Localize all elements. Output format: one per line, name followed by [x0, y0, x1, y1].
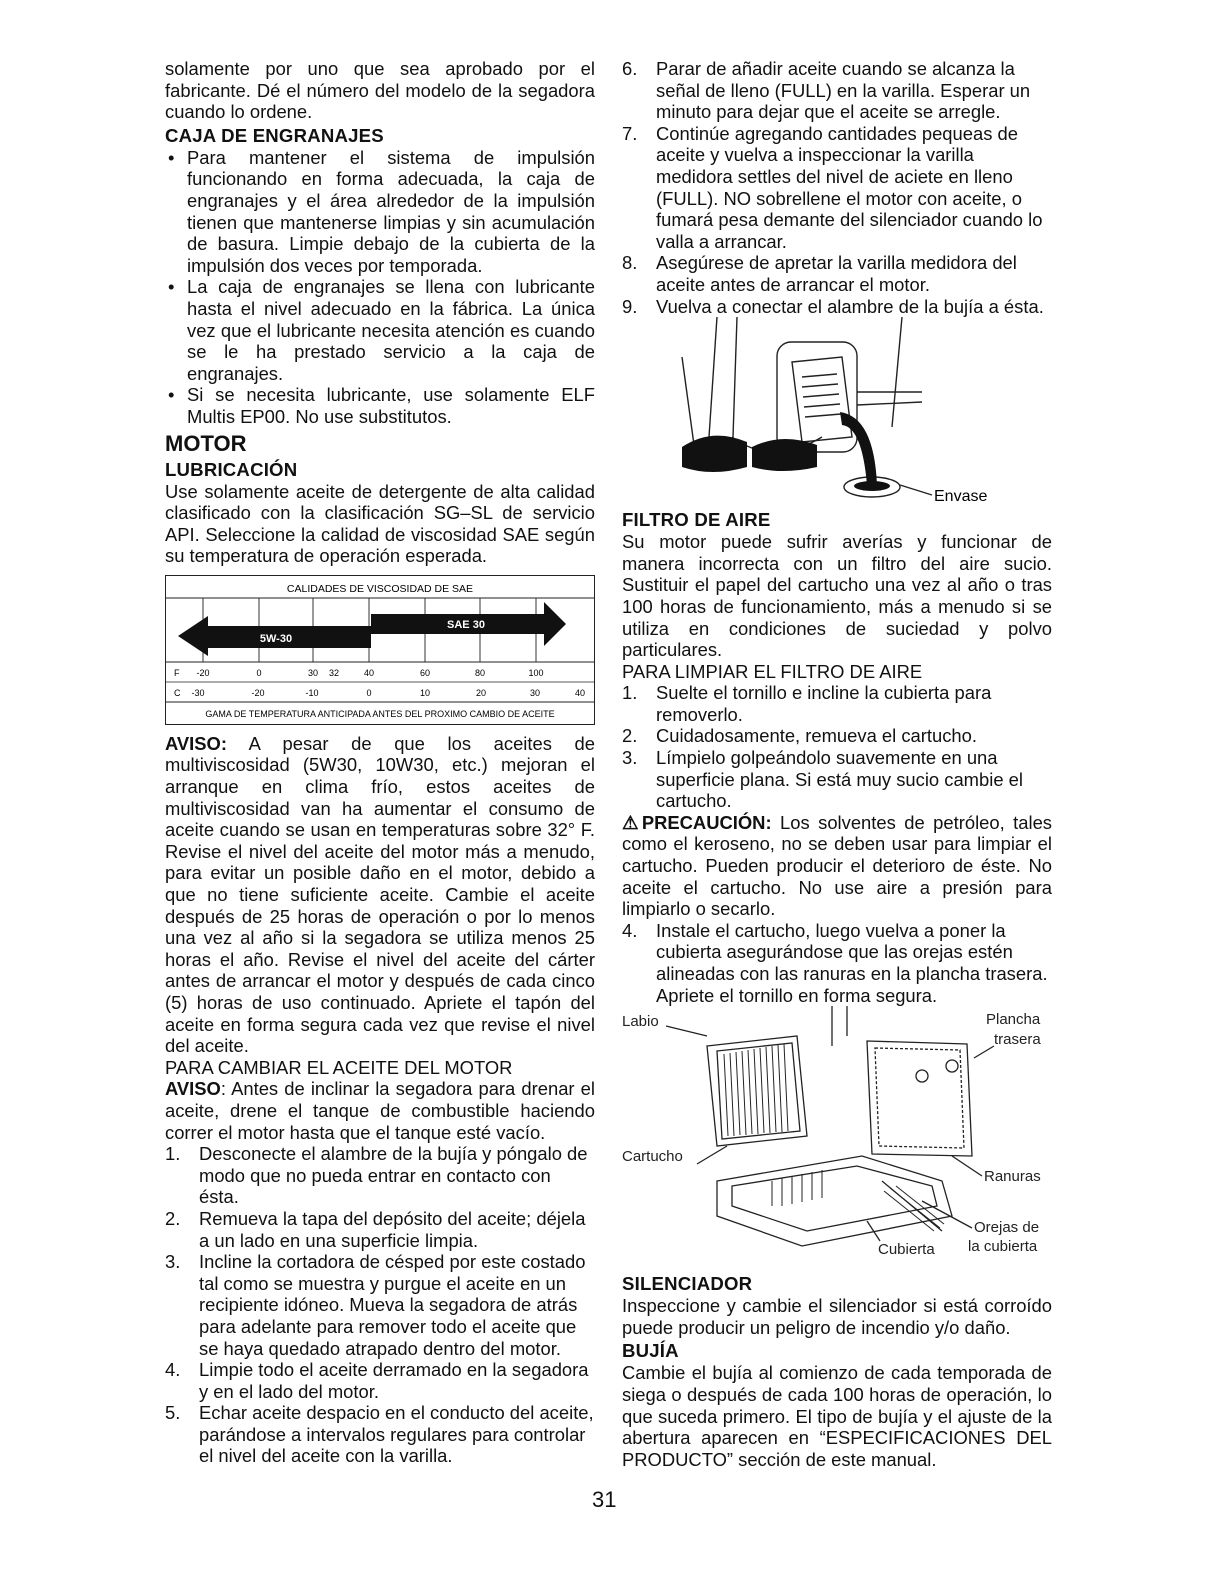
f-tick: 40	[363, 667, 375, 678]
caution-label: PRECAUCIÓN:	[641, 811, 772, 833]
bar-5w30-label: 5W-30	[259, 632, 293, 645]
caution-text: Los solventes de petróleo, tales como el keroseno, no se deben usar para limpiar el cartucho. Pueden producir el deterioro de éste. No aceite el cartucho. No use aire a presión para limpiarlo o secarlo.	[622, 811, 1052, 920]
step-text: Remueva la tapa del depósito del aceite; déjela a un lado en una superficie limpia.	[199, 1207, 586, 1251]
c-tick: -30	[191, 687, 205, 698]
air-filter-illustration	[622, 1006, 1052, 1271]
step-text: Desconecte el alambre de la bujía y póngalo de modo que no pueda entrar en contacto con ésta.	[199, 1143, 588, 1208]
cover-tabs-label-2: la cubierta	[968, 1238, 1038, 1256]
clean-filter-step4	[622, 920, 1052, 1006]
aviso-paragraph	[165, 733, 595, 1057]
list-item: • Si se necesita lubricante, use solamente ELF Multis EP00. No use substitutos.	[165, 384, 595, 427]
f-tick: 0	[256, 667, 262, 678]
lubrication-paragraph: Use solamente aceite de detergente de alta calidad clasificado con la clasificación SG–SL de servicio API. Seleccione la calidad de viscosidad SAE según su temperatura de operación esperada.	[165, 480, 595, 567]
list-item: • La caja de engranajes se llena con lubricante hasta el nivel adecuado en la fábrica. La única vez que el lubricante necesita atención es cuando se le ha prestado servicio a la caja de engranajes.	[165, 276, 595, 384]
change-oil-heading: PARA CAMBIAR EL ACEITE DEL MOTOR	[165, 1056, 513, 1078]
c-tick: -10	[305, 687, 319, 698]
list-item	[622, 920, 1052, 1006]
step-number: 6.	[622, 58, 638, 79]
step-number: 1.	[622, 682, 638, 704]
c-tick: 40	[574, 687, 586, 698]
step-text: Parar de añadir aceite cuando se alcanza la señal de lleno (FULL) en la varilla. Esperar un minuto para dejar que el aceite se arregle.	[656, 58, 1031, 123]
list-item: • Para mantener el sistema de impulsión funcionando en forma adecuada, la caja de engranajes y el área alrededor de la impulsión tienen que mantenerse limpias y sin acumulación de basura. Limpie debajo de la cubierta de la impulsión dos veces por temporada.	[165, 147, 595, 277]
clean-filter-steps	[622, 682, 1052, 812]
cartridge-label: Cartucho	[622, 1148, 683, 1166]
step-text: Echar aceite despacio en el conducto del aceite, parándose a intervalos regulares para controlar el nivel del aceite con la varilla.	[199, 1402, 594, 1467]
cover-label: Cubierta	[878, 1241, 935, 1259]
intro-paragraph: solamente por uno que sea aprobado por el fabricante. Dé el número del modelo de la segadora cuando lo ordene.	[165, 58, 595, 123]
f-ticks	[196, 668, 543, 678]
f-tick: 100	[528, 667, 544, 678]
cover-tabs-label: Orejas de	[974, 1219, 1040, 1237]
air-filter-paragraph: Su motor puede sufrir averías y funcionar de manera incorrecta con un filtro del aire sucio. Sustituir el papel del cartucho una vez al año o tras 100 horas de funcionamiento, más a menudo si se utiliza en condiciones de suciedad y polvo particulares.	[622, 531, 1052, 661]
muffler-heading: SILENCIADOR	[622, 1273, 753, 1295]
list-item	[622, 682, 1052, 725]
step-number: 4.	[165, 1359, 181, 1381]
warning-icon: ⚠	[622, 811, 642, 833]
muffler-paragraph: Inspeccione y cambie el silenciador si está corroído puede producir un peligro de incendio y/o daño.	[622, 1295, 1052, 1338]
step-text: Asegúrese de apretar la varilla medidora del aceite antes de arrancar el motor.	[656, 252, 1017, 295]
c-label: C	[174, 687, 181, 698]
f-tick: 80	[474, 667, 486, 678]
aviso2-paragraph	[165, 1078, 595, 1143]
step-number: 9.	[622, 295, 638, 317]
air-filter-figure	[622, 1006, 1052, 1271]
aviso2-text: : Antes de inclinar la segadora para drenar el aceite, drene el tanque de combustible haciendo correr el motor hasta que el tanque esté vacío.	[165, 1078, 595, 1143]
f-tick: 60	[419, 667, 431, 678]
lubrication-heading: LUBRICACIÓN	[165, 458, 298, 480]
step-number: 3.	[622, 747, 638, 769]
step-number: 8.	[622, 252, 638, 274]
back-plate-label: Plancha	[986, 1011, 1041, 1029]
aviso2-label: AVISO	[165, 1078, 221, 1100]
list-item	[622, 123, 1052, 253]
list-item	[622, 296, 1052, 318]
step-number: 3.	[165, 1251, 181, 1273]
bar-sae30-label: SAE 30	[447, 618, 485, 631]
spark-plug-paragraph: Cambie el bujía al comienzo de cada temporada de siega o después de cada 100 horas de operación, lo que suceda primero. El tipo de bujía y el ajuste de la abertura aparecen en “ESPECIFICACIONES DEL PRODUCTO” sección de este manual.	[622, 1362, 1052, 1470]
air-filter-heading: FILTRO DE AIRE	[622, 509, 771, 531]
f-tick: 32	[328, 667, 340, 678]
back-plate-label-2: trasera	[994, 1031, 1041, 1049]
container-label: Envase	[934, 488, 988, 506]
step-text: Suelte el tornillo e incline la cubierta para removerlo.	[656, 682, 992, 725]
motor-heading: MOTOR	[165, 430, 247, 456]
chart-footer: GAMA DE TEMPERATURA ANTICIPADA ANTES DEL PROXIMO CAMBIO DE ACEITE	[205, 708, 555, 719]
list-item	[622, 725, 1052, 747]
list-item	[165, 1143, 595, 1208]
list-item	[165, 1359, 595, 1402]
c-tick: 20	[475, 687, 487, 698]
step-number: 2.	[622, 725, 638, 747]
list-item	[622, 252, 1052, 295]
c-tick: 0	[366, 687, 372, 698]
step-number: 4.	[622, 919, 638, 941]
viscosity-chart-graphic	[166, 576, 594, 724]
c-tick: 30	[529, 687, 541, 698]
step-number: 2.	[165, 1207, 181, 1229]
step-text: Vuelva a conectar el alambre de la bujía a ésta.	[656, 295, 1044, 317]
right-column	[622, 58, 1052, 1470]
c-tick: -20	[251, 687, 265, 698]
f-tick: 30	[307, 667, 319, 678]
c-ticks	[191, 688, 585, 698]
step-number: 5.	[165, 1402, 181, 1424]
step-text: Cuidadosamente, remueva el cartucho.	[656, 725, 977, 747]
gearbox-heading: CAJA DE ENGRANAJES	[165, 124, 384, 146]
left-column	[165, 58, 595, 1467]
change-oil-steps	[165, 1143, 595, 1467]
step-text: Limpie todo el aceite derramado en la segadora y en el lado del motor.	[199, 1359, 589, 1402]
slots-label: Ranuras	[984, 1168, 1041, 1186]
step-number: 7.	[622, 122, 638, 144]
spark-plug-heading: BUJÍA	[622, 1340, 679, 1362]
oil-drain-illustration	[622, 317, 1052, 507]
lip-label: Labio	[622, 1013, 659, 1031]
clean-filter-heading: PARA LIMPIAR EL FILTRO DE AIRE	[622, 660, 923, 682]
oil-drain-figure	[622, 317, 1052, 507]
aviso-label: AVISO:	[165, 732, 227, 754]
chart-title: CALIDADES DE VISCOSIDAD DE SAE	[286, 582, 474, 595]
list-item	[165, 1402, 595, 1467]
step-number: 1.	[165, 1143, 181, 1165]
c-tick: 10	[419, 687, 431, 698]
gearbox-list	[165, 147, 595, 428]
page-number: 31	[592, 1487, 617, 1512]
f-tick: -20	[196, 667, 210, 678]
list-item	[165, 1208, 595, 1251]
step-text: Continúe agregando cantidades pequeas de aceite y vuelva a inspeccionar la varilla medidora settles del nivel de aciete en lleno (FULL). NO sobrellene el motor con aceite, o fumará pesa demante del silenciador cuando lo valla a arrancar.	[656, 122, 1043, 252]
step-text: Límpielo golpeándolo suavemente en una superficie plana. Si está muy sucio cambie el cartucho.	[656, 747, 1023, 812]
list-item	[622, 747, 1052, 812]
step-text: Incline la cortadora de césped por este costado tal como se muestra y purgue el aceite en un recipiente idóneo. Mueva la segadora de atrás para adelante para remover todo el aceite que se haya quedado atrapado dentro del motor.	[199, 1251, 586, 1359]
refill-steps	[622, 58, 1052, 317]
aviso-text: A pesar de que los aceites de multiviscosidad (5W30, 10W30, etc.) mejoran el arranque en clima frío, estos aceites de multiviscosidad van ha aumentar el consumo de aceite cuando se usan en temperaturas sobre 32° F. Revise el nivel del aceite del motor más a menudo, para evitar un posible daño en el motor, debido a que no tiene suficiente aceite. Cambie el aceite después de 25 horas de operación o por lo menos una vez al año si la segadora se utiliza menos 25 horas el año. Revise el nivel del aceite del cárter antes de arrancar el motor y después de cada cinco (5) horas de uso continuado. Apriete el tapón del aceite en forma segura cada vez que revise el nivel del aceite.	[165, 732, 595, 1057]
caution-paragraph	[622, 812, 1052, 920]
f-label: F	[174, 667, 180, 678]
viscosity-chart	[165, 575, 595, 725]
list-item	[165, 1251, 595, 1359]
list-item	[622, 58, 1052, 123]
step-text: Instale el cartucho, luego vuelva a poner la cubierta asegurándose que las orejas estén alineadas con las ranuras en la plancha trasera. Apriete el tornillo en forma segura.	[656, 919, 1048, 1006]
